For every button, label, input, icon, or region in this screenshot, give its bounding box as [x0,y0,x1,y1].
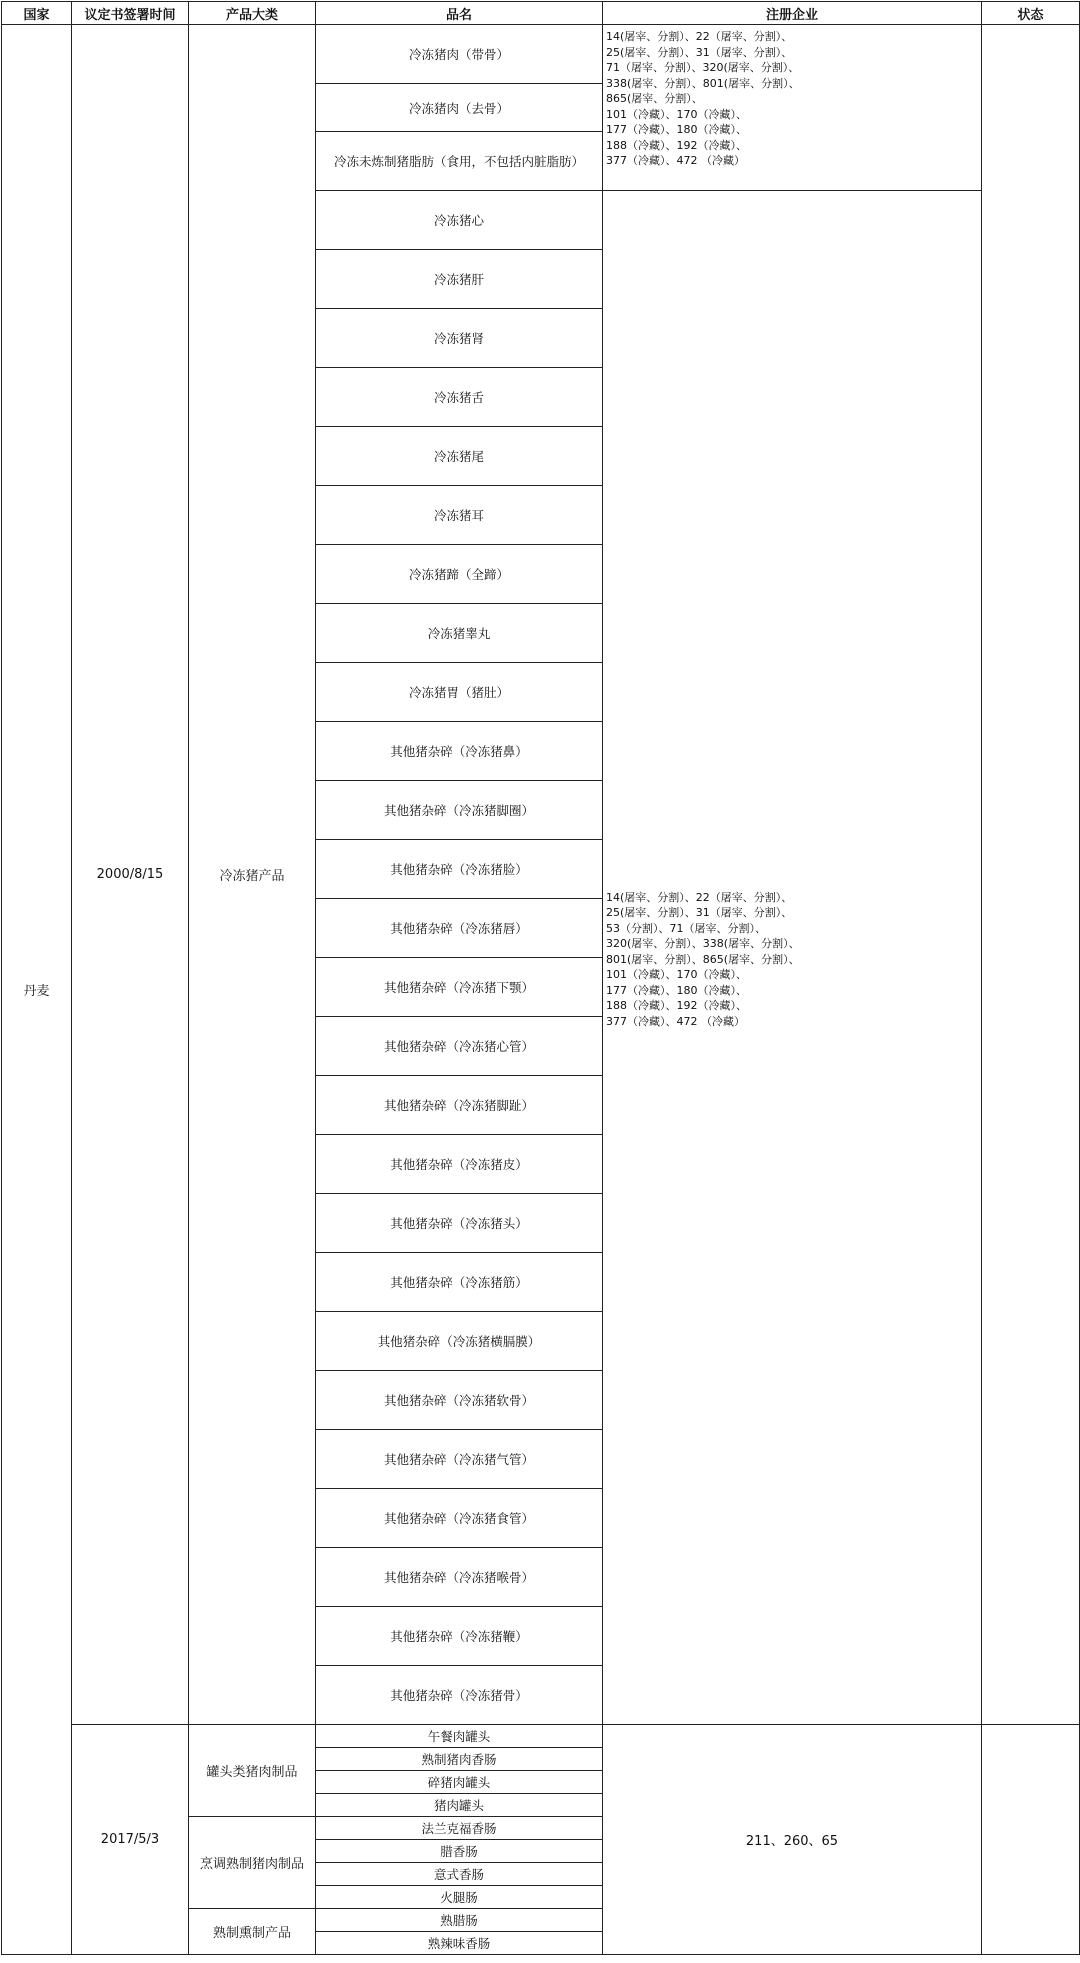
header-category: 产品大类 [189,2,316,25]
header-enterprise: 注册企业 [603,2,982,25]
product-cell: 法兰克福香肠 [316,1817,603,1840]
product-cell: 冷冻猪睾丸 [316,604,603,663]
product-cell: 冷冻猪肝 [316,250,603,309]
product-cell: 其他猪杂碎（冷冻猪鞭） [316,1607,603,1666]
product-cell: 其他猪杂碎（冷冻猪横膈膜） [316,1312,603,1371]
product-cell: 熟辣味香肠 [316,1932,603,1955]
status-cell [982,25,1080,1725]
sign-date-cell: 2017/5/3 [72,1725,189,1955]
enterprise-cell: 14(屠宰、分割）、22（屠宰、分割）、 25(屠宰、分割）、31（屠宰、分割）、 71（屠宰、分割）、320(屠宰、分割）、 338(屠宰、分割）、801(屠宰、分割）、 865(屠宰、分割）、 101（冷藏）、170（冷藏）、 177（冷藏）、180（冷藏）、 188（冷藏）、192（冷藏）、 377（冷藏）、472 （冷藏） [603,25,982,191]
product-cell: 冷冻猪蹄（全蹄） [316,545,603,604]
header-row [2,2,1080,25]
table-row [2,1725,1080,1748]
product-cell: 其他猪杂碎（冷冻猪筋） [316,1253,603,1312]
product-cell: 冷冻猪胃（猪肚） [316,663,603,722]
product-cell: 熟制猪肉香肠 [316,1748,603,1771]
product-cell: 其他猪杂碎（冷冻猪软骨） [316,1371,603,1430]
header-status: 状态 [982,2,1080,25]
header-country: 国家 [2,2,72,25]
product-cell: 意式香肠 [316,1863,603,1886]
product-cell: 其他猪杂碎（冷冻猪骨） [316,1666,603,1725]
product-cell: 其他猪杂碎（冷冻猪脚圈） [316,781,603,840]
product-cell: 冷冻猪舌 [316,368,603,427]
registration-table [1,1,1080,1955]
enterprise-cell: 211、260、65 [603,1725,982,1955]
category-cell: 冷冻猪产品 [189,25,316,1725]
product-cell: 碎猪肉罐头 [316,1771,603,1794]
table-row [2,25,1080,84]
product-cell: 冷冻猪耳 [316,486,603,545]
status-cell [982,1725,1080,1955]
product-cell: 午餐肉罐头 [316,1725,603,1748]
product-cell: 猪肉罐头 [316,1794,603,1817]
product-cell: 火腿肠 [316,1886,603,1909]
product-cell: 冷冻猪心 [316,191,603,250]
product-cell: 其他猪杂碎（冷冻猪脸） [316,840,603,899]
product-cell: 冷冻未炼制猪脂肪（食用，不包括内脏脂肪） [316,132,603,191]
product-cell: 冷冻猪肉（去骨） [316,84,603,132]
product-cell: 其他猪杂碎（冷冻猪心管） [316,1017,603,1076]
sign-date-cell: 2000/8/15 [72,25,189,1725]
product-cell: 其他猪杂碎（冷冻猪头） [316,1194,603,1253]
product-cell: 冷冻猪尾 [316,427,603,486]
country-cell: 丹麦 [2,25,72,1955]
product-cell: 其他猪杂碎（冷冻猪下颚） [316,958,603,1017]
product-cell: 其他猪杂碎（冷冻猪食管） [316,1489,603,1548]
product-cell: 其他猪杂碎（冷冻猪皮） [316,1135,603,1194]
subcategory-cell: 罐头类猪肉制品 [189,1725,316,1817]
product-cell: 其他猪杂碎（冷冻猪唇） [316,899,603,958]
subcategory-cell: 烹调熟制猪肉制品 [189,1817,316,1909]
product-cell: 其他猪杂碎（冷冻猪鼻） [316,722,603,781]
product-cell: 其他猪杂碎（冷冻猪喉骨） [316,1548,603,1607]
header-product: 品名 [316,2,603,25]
enterprise-cell: 14(屠宰、分割）、22（屠宰、分割）、 25(屠宰、分割）、31（屠宰、分割）、 53（分割）、71（屠宰、分割）、 320(屠宰、分割）、338(屠宰、分割）、 801(屠宰、分割）、865(屠宰、分割）、 101（冷藏）、170（冷藏）、 177（冷藏）、180（冷藏）、 188（冷藏）、192（冷藏）、 377（冷藏）、472 （冷藏） [603,191,982,1725]
product-cell: 熟腊肠 [316,1909,603,1932]
header-sign-date: 议定书签署时间 [72,2,189,25]
product-cell: 其他猪杂碎（冷冻猪气管） [316,1430,603,1489]
product-cell: 其他猪杂碎（冷冻猪脚趾） [316,1076,603,1135]
product-cell: 冷冻猪肉（带骨） [316,25,603,84]
subcategory-cell: 熟制熏制产品 [189,1909,316,1955]
product-cell: 冷冻猪肾 [316,309,603,368]
product-cell: 腊香肠 [316,1840,603,1863]
